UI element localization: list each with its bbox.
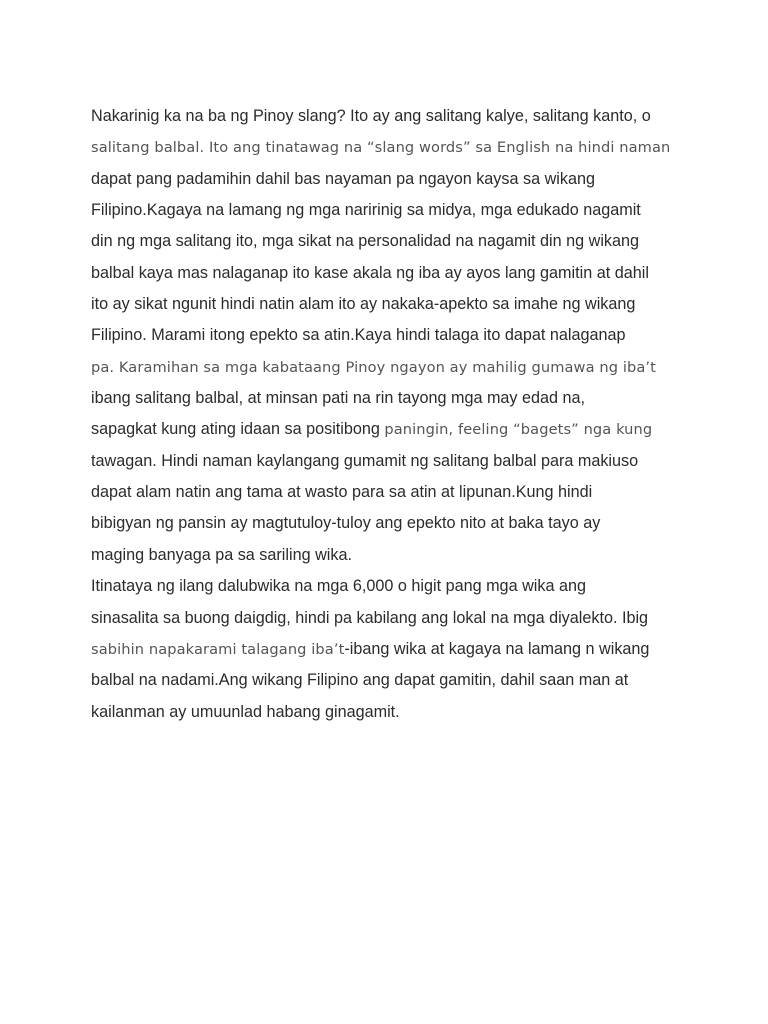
text-segment: ito ay sikat ngunit hindi natin alam ito ay nakaka-apekto sa imahe ng wikang [91,295,636,314]
text-line [91,634,701,665]
document-body [91,101,701,728]
text-line [91,665,701,696]
text-line [91,101,701,132]
text-line [91,320,701,351]
text-segment: dapat pang padamihin dahil bas nayaman pa ngayon kaysa sa wikang [91,169,595,188]
text-line [91,226,701,257]
paragraph-2 [91,571,701,728]
text-segment: paningin, feeling “bagets” nga kung [384,421,653,439]
text-line [91,132,701,163]
text-segment: bibigyan ng pansin ay magtutuloy-tuloy ang epekto nito at baka tayo ay [91,514,601,533]
text-segment: balbal na nadami.Ang wikang Filipino ang dapat gamitin, dahil saan man at [91,671,629,690]
text-line [91,540,701,571]
text-segment: balbal kaya mas nalaganap ito kase akala ng iba ay ayos lang gamitin at dahil [91,263,649,282]
text-segment: kailanman ay umuunlad habang ginagamit. [91,702,400,721]
text-segment: maging banyaga pa sa sariling wika. [91,545,352,564]
text-line [91,508,701,539]
text-segment: sinasalita sa buong daigdig, hindi pa kabilang ang lokal na mga diyalekto. Ibig [91,608,649,627]
text-segment: Nakarinig ka na ba ng Pinoy slang? Ito ay ang salitang kalye, salitang kanto, o [91,107,651,125]
text-segment: -ibang wika at kagaya na lamang n wikang [344,639,650,658]
text-segment: din ng mga salitang ito, mga sikat na personalidad na nagamit din ng wikang [91,232,640,251]
text-line [91,289,701,320]
text-line [91,352,701,383]
text-segment: sapagkat kung ating idaan sa positibong [91,420,385,439]
text-line [91,195,701,226]
text-segment: pa. Karamihan sa mga kabataang Pinoy ngayon ay mahilig gumawa ng iba’t [91,358,656,376]
text-line [91,603,701,634]
text-segment: tawagan. Hindi naman kaylangang gumamit ng salitang balbal para makiuso [91,451,639,470]
text-segment: sabihin napakarami talagang iba’t [91,640,345,658]
text-line [91,414,701,445]
paragraph-1 [91,101,701,571]
text-line [91,258,701,289]
text-segment: Filipino.Kagaya na lamang ng mga naririnig sa midya, mga edukado nagamit [91,201,641,220]
text-line [91,571,701,602]
text-line [91,477,701,508]
text-segment: Itinataya ng ilang dalubwika na mga 6,000 o higit pang mga wika ang [91,577,586,596]
text-line [91,164,701,195]
text-segment: Filipino. Marami itong epekto sa atin.Kaya hindi talaga ito dapat nalaganap [91,326,626,345]
text-segment: dapat alam natin ang tama at wasto para sa atin at lipunan.Kung hindi [91,483,593,502]
text-line [91,383,701,414]
text-segment: salitang balbal. Ito ang tinatawag na “slang words” sa English na hindi naman [91,139,671,157]
text-line [91,697,701,728]
text-line [91,446,701,477]
text-segment: ibang salitang balbal, at minsan pati na rin tayong mga may edad na, [91,389,586,408]
